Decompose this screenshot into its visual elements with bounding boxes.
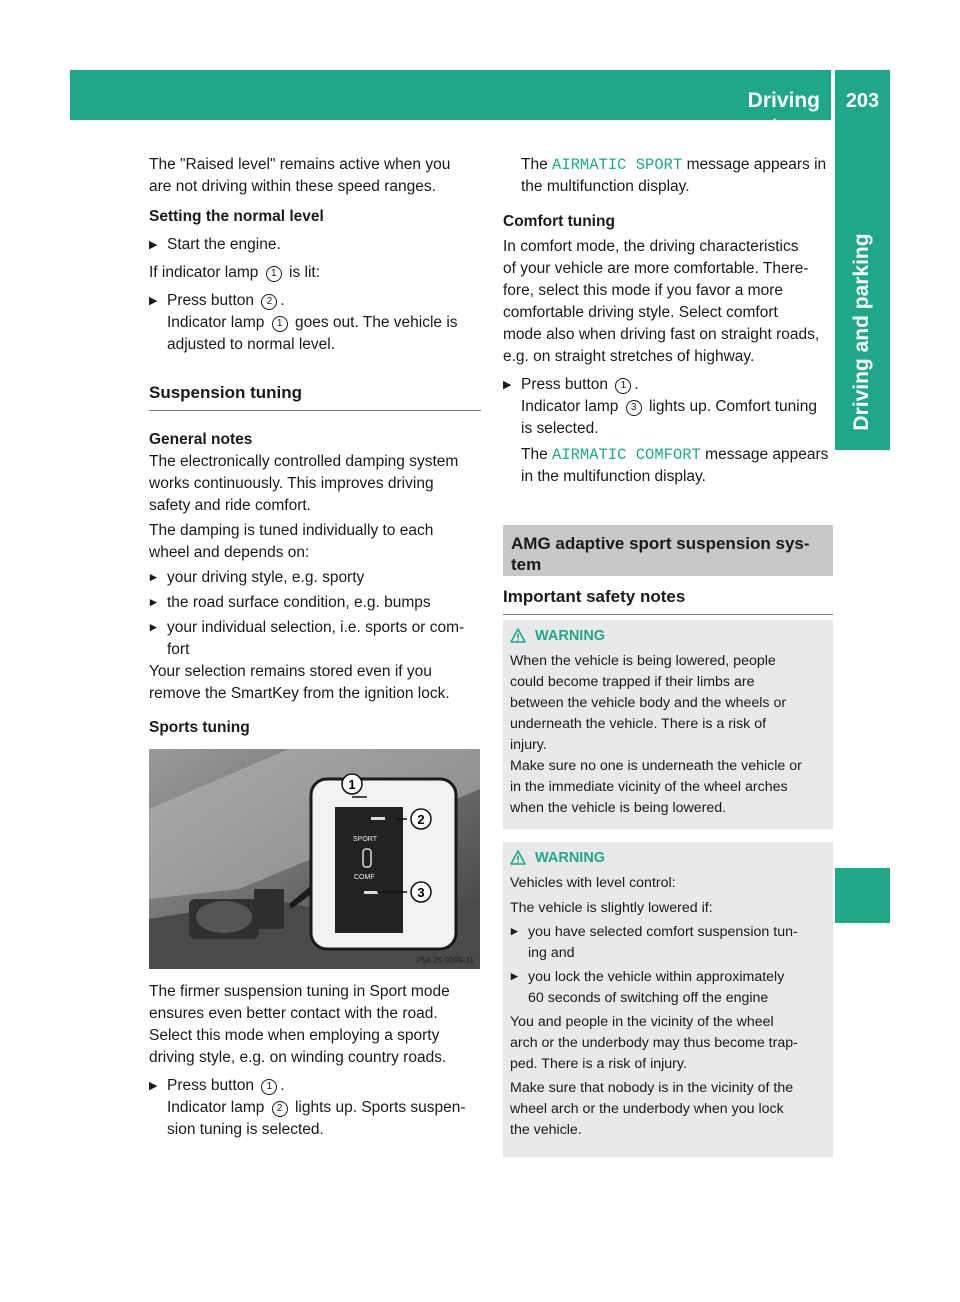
step-start-engine: ▶ Start the engine.: [149, 234, 481, 256]
warning-text: wheel arch or the underbody when you lock: [510, 1101, 784, 1117]
warning-text: ped. There is a risk of injury.: [510, 1056, 687, 1072]
suspension-tuning-heading: Suspension tuning: [149, 382, 481, 411]
warning-text: between the vehicle body and the wheels or: [510, 695, 787, 711]
warning-title: WARNING: [510, 848, 826, 869]
intro-line: are not driving within these speed ranges.: [149, 178, 436, 195]
comf-label: COMF: [354, 874, 375, 881]
warning-title: WARNING: [510, 626, 826, 647]
general-notes-heading: General notes: [149, 431, 253, 448]
warning-box-2: [503, 842, 833, 1157]
warning-text: arch or the underbody may thus become trap-: [510, 1035, 798, 1051]
sport-text: The firmer suspension tuning in Sport mode: [149, 983, 450, 1000]
warning-triangle-icon: [510, 628, 526, 643]
stored-text: Your selection remains stored even if you: [149, 663, 432, 680]
svg-text:1: 1: [348, 777, 356, 792]
warning-text: the vehicle.: [510, 1122, 582, 1138]
list-item: ▸ you have selected comfort suspension tun- ing and: [510, 922, 826, 964]
step-press-button-1: ▶ Press button 1 . Indicator lamp 3 lights up. Comfort tuning is selected.: [503, 374, 835, 440]
warning-triangle-icon: [510, 850, 526, 865]
callout-2-icon: 2: [261, 294, 277, 310]
airmatic-sport-message: The AIRMATIC SPORT message appears in the multifunction display.: [521, 156, 827, 195]
sport-label: SPORT: [353, 836, 377, 843]
warning-text: Make sure that nobody is in the vicinity of the: [510, 1080, 794, 1096]
intro-line: The "Raised level" remains active when you: [149, 156, 451, 173]
warning-text: injury.: [510, 737, 547, 753]
airmatic-comfort-message: The AIRMATIC COMFORT message appears in the multifunction display.: [521, 446, 829, 485]
general-text: safety and ride comfort.: [149, 497, 311, 514]
warning-box-1: [503, 620, 833, 829]
general-text: The damping is tuned individually to each: [149, 522, 434, 539]
list-item: ▸ the road surface condition, e.g. bumps: [149, 592, 481, 614]
warning-text: in the immediate vicinity of the wheel arches: [510, 779, 788, 795]
sport-text: ensures even better contact with the road.: [149, 1005, 438, 1022]
warning-text: Vehicles with level control:: [510, 875, 676, 891]
sports-tuning-heading: Sports tuning: [149, 719, 250, 736]
step-press-button-2: ▶ Press button 2 . Indicator lamp 1 goes out. The vehicle is adjusted to normal level.: [149, 290, 481, 356]
stored-text: remove the SmartKey from the ignition lock.: [149, 685, 450, 702]
comfort-text: mode also when driving fast on straight roads,: [503, 326, 820, 343]
list-item: ▸ you lock the vehicle within approximately 60 seconds of switching off the engine: [510, 967, 826, 1009]
setting-normal-level-heading: Setting the normal level: [149, 208, 324, 225]
comfort-tuning-heading: Comfort tuning: [503, 213, 615, 230]
right-column: [503, 154, 835, 488]
warning-text: When the vehicle is being lowered, people: [510, 653, 776, 669]
comfort-text: of your vehicle are more comfortable. There-: [503, 260, 809, 277]
general-text: works continuously. This improves driving: [149, 475, 434, 492]
chapter-marker: [835, 868, 890, 923]
callout-2-icon: 2: [272, 1101, 288, 1117]
callout-3-icon: 3: [626, 400, 642, 416]
amg-section-heading: AMG adaptive sport suspension sys- tem: [503, 525, 833, 576]
svg-text:3: 3: [417, 885, 425, 900]
list-item: ▸ your driving style, e.g. sporty: [149, 567, 481, 589]
warning-text: underneath the vehicle. There is a risk of: [510, 716, 767, 732]
safety-notes-block: [503, 586, 833, 615]
warning-text: The vehicle is slightly lowered if:: [510, 900, 713, 916]
airmatic-sport-label: AIRMATIC SPORT: [552, 156, 683, 174]
warning-text: could become trapped if their limbs are: [510, 674, 755, 690]
warning-text: You and people in the vicinity of the wheel: [510, 1014, 774, 1030]
comfort-text: e.g. on straight stretches of highway.: [503, 348, 755, 365]
comfort-text: comfortable driving style. Select comfort: [503, 304, 778, 321]
page-number: 203: [845, 90, 880, 112]
callout-1-icon: 1: [272, 316, 288, 332]
comfort-text: In comfort mode, the driving characteristics: [503, 238, 799, 255]
left-column: [149, 154, 481, 1141]
comfort-text: fore, select this mode if you favor a more: [503, 282, 783, 299]
page-title: Driving systems: [735, 89, 820, 138]
sport-text: driving style, e.g. on winding country roads.: [149, 1049, 447, 1066]
general-text: wheel and depends on:: [149, 544, 310, 561]
step-press-button-1: ▶ Press button 1 . Indicator lamp 2 lights up. Sports suspen- sion tuning is selected.: [149, 1075, 481, 1141]
callout-1-icon: 1: [261, 1079, 277, 1095]
svg-text:2: 2: [417, 812, 425, 827]
callout-1-icon: 1: [615, 378, 631, 394]
important-safety-notes-heading: Important safety notes: [503, 586, 833, 615]
callout-1-icon: 1: [266, 266, 282, 282]
image-code: P54.25-9099-31: [416, 956, 474, 965]
if-lamp-text: If indicator lamp 1 is lit:: [149, 264, 321, 281]
suspension-switch-photo: [149, 749, 480, 969]
warning-text: Make sure no one is underneath the vehicle or: [510, 758, 802, 774]
airmatic-comfort-label: AIRMATIC COMFORT: [552, 446, 701, 464]
chapter-tab-label: Driving and parking: [850, 233, 873, 431]
header-divider: [831, 70, 833, 120]
general-text: The electronically controlled damping system: [149, 453, 459, 470]
sport-text: Select this mode when employing a sporty: [149, 1027, 440, 1044]
list-item: ▸ your individual selection, i.e. sports or com- fort: [149, 617, 481, 661]
warning-text: when the vehicle is being lowered.: [510, 800, 727, 816]
